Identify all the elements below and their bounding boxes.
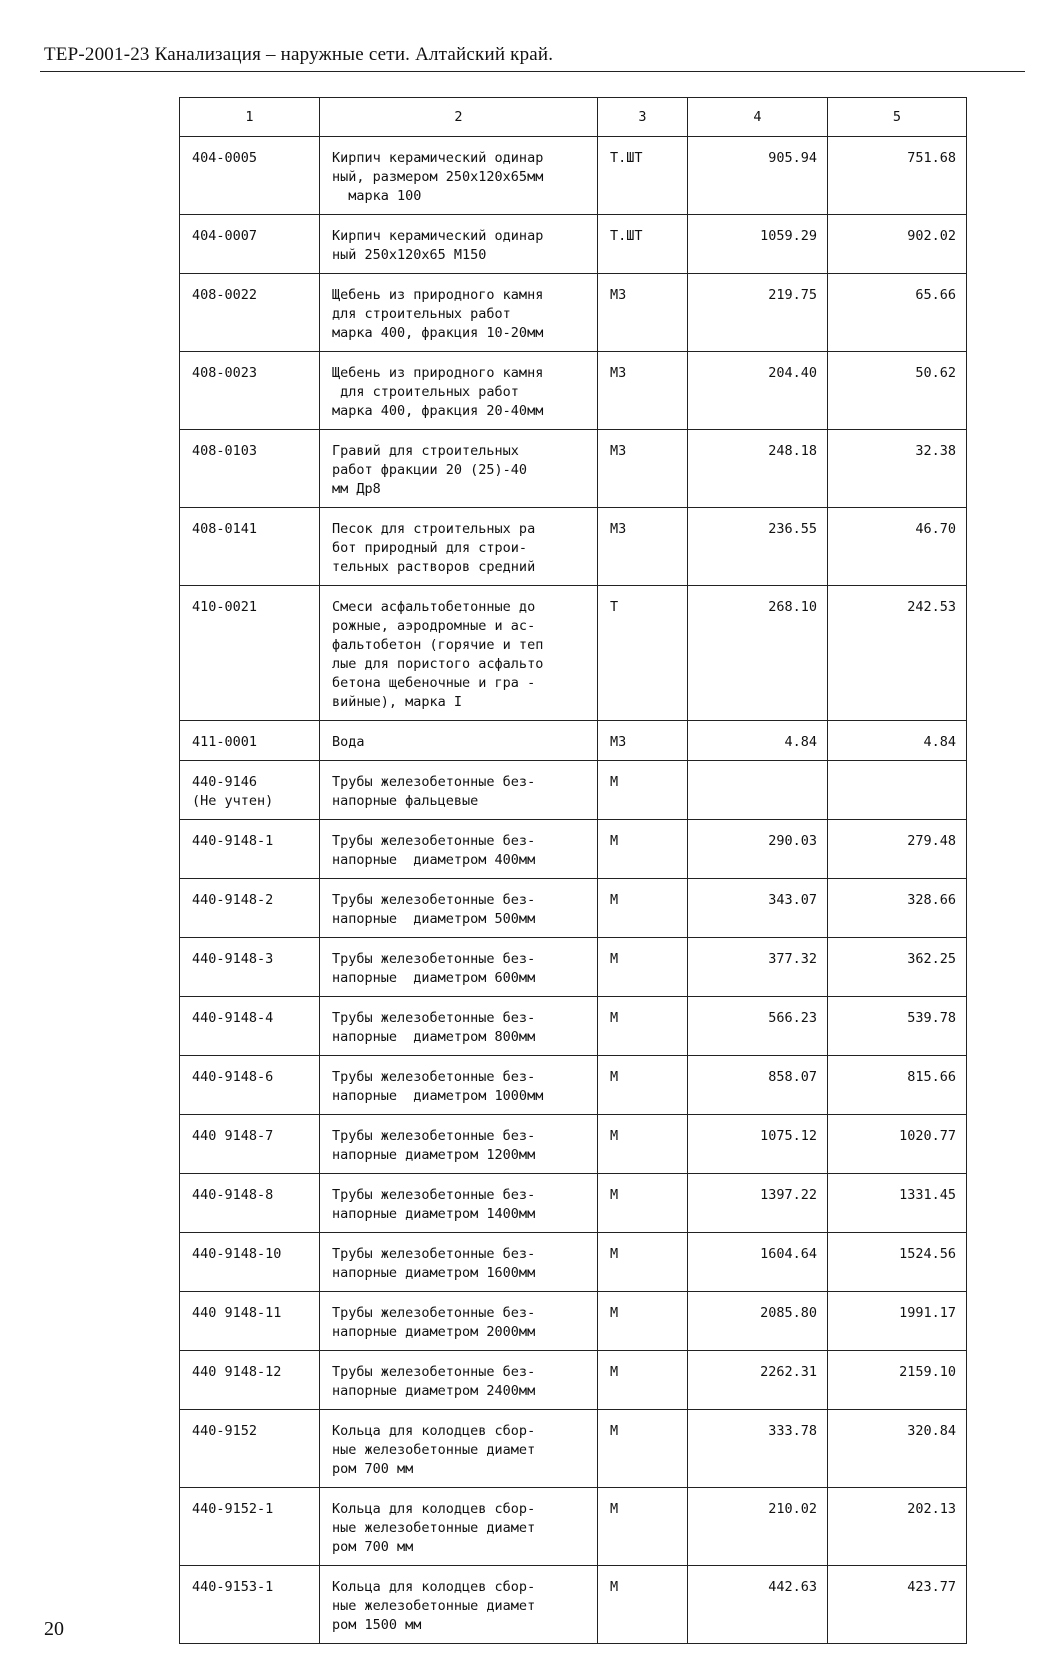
unit-cell: М [598,997,688,1056]
unit-cell: М [598,1410,688,1488]
table-row [180,997,967,1056]
table-row [180,1233,967,1292]
price-cell: 902.02 [828,215,967,274]
material-name-cell: Песок для строительных ра бот природный для строи- тельных растворов средний [320,508,598,586]
price-cell: 4.84 [828,721,967,761]
material-code-cell: 404-0005 [180,137,320,215]
table-row [180,1292,967,1351]
material-name-cell: Кирпич керамический одинар ный 250x120x65 М150 [320,215,598,274]
price-cell: 279.48 [828,820,967,879]
material-code-cell: 440-9153-1 [180,1566,320,1644]
price-cell: 362.25 [828,938,967,997]
unit-cell: М [598,1056,688,1115]
table-row [180,274,967,352]
price-cell: 1604.64 [688,1233,828,1292]
header-row [180,98,967,137]
price-cell: 328.66 [828,879,967,938]
table-row [180,430,967,508]
column-header: 4 [688,98,828,137]
material-code-cell: 440-9148-3 [180,938,320,997]
column-header: 5 [828,98,967,137]
table-row [180,1174,967,1233]
table-row [180,137,967,215]
table-row [180,1115,967,1174]
price-cell: 377.32 [688,938,828,997]
unit-cell: М [598,938,688,997]
column-header: 3 [598,98,688,137]
price-cell: 320.84 [828,1410,967,1488]
price-cell: 242.53 [828,586,967,721]
price-cell: 905.94 [688,137,828,215]
table-row [180,1351,967,1410]
price-cell: 1331.45 [828,1174,967,1233]
unit-cell: Т.ШТ [598,137,688,215]
table-body [180,137,967,1644]
table-row [180,586,967,721]
price-cell: 858.07 [688,1056,828,1115]
material-name-cell: Трубы железобетонные без- напорные фальцевые [320,761,598,820]
price-cell: 1524.56 [828,1233,967,1292]
price-cell: 815.66 [828,1056,967,1115]
unit-cell: М [598,1488,688,1566]
price-cell: 50.62 [828,352,967,430]
material-name-cell: Трубы железобетонные без- напорные диаметром 1000мм [320,1056,598,1115]
table-row [180,1056,967,1115]
price-cell: 204.40 [688,352,828,430]
material-code-cell: 408-0023 [180,352,320,430]
material-name-cell: Трубы железобетонные без- напорные диаметром 500мм [320,879,598,938]
material-code-cell: 440 9148-7 [180,1115,320,1174]
material-name-cell: Кольца для колодцев сбор- ные железобетонные диамет ром 700 мм [320,1410,598,1488]
price-cell: 202.13 [828,1488,967,1566]
column-header: 2 [320,98,598,137]
table-row [180,215,967,274]
price-cell: 1020.77 [828,1115,967,1174]
price-cell: 566.23 [688,997,828,1056]
price-cell: 268.10 [688,586,828,721]
price-cell: 423.77 [828,1566,967,1644]
material-code-cell: 440-9152-1 [180,1488,320,1566]
price-cell: 2159.10 [828,1351,967,1410]
material-name-cell: Трубы железобетонные без- напорные диаметром 400мм [320,820,598,879]
unit-cell: М [598,879,688,938]
material-name-cell: Смеси асфальтобетонные до рожные, аэродромные и ас- фальтобетон (горячие и теп лые для пористого асфальто бетона щебеночные и гра - вийные), марка I [320,586,598,721]
table-row [180,508,967,586]
unit-cell: М [598,1174,688,1233]
price-cell: 236.55 [688,508,828,586]
material-name-cell: Кирпич керамический одинар ный, размером 250x120x65мм марка 100 [320,137,598,215]
price-cell: 1991.17 [828,1292,967,1351]
unit-cell: М [598,1292,688,1351]
table-row [180,721,967,761]
unit-cell: М3 [598,274,688,352]
table-row [180,1566,967,1644]
table-row [180,879,967,938]
material-code-cell: 404-0007 [180,215,320,274]
price-cell [828,761,967,820]
price-cell: 1075.12 [688,1115,828,1174]
material-name-cell: Трубы железобетонные без- напорные диаметром 2400мм [320,1351,598,1410]
material-name-cell: Гравий для строительных работ фракции 20 (25)-40 мм Др8 [320,430,598,508]
table-row [180,820,967,879]
material-name-cell: Кольца для колодцев сбор- ные железобетонные диамет ром 700 мм [320,1488,598,1566]
price-cell: 333.78 [688,1410,828,1488]
table-row [180,1488,967,1566]
price-cell: 1397.22 [688,1174,828,1233]
price-cell: 219.75 [688,274,828,352]
material-code-cell: 440-9148-1 [180,820,320,879]
material-name-cell: Кольца для колодцев сбор- ные железобетонные диамет ром 1500 мм [320,1566,598,1644]
price-cell: 4.84 [688,721,828,761]
material-code-cell: 440-9148-4 [180,997,320,1056]
unit-cell: М [598,1233,688,1292]
material-code-cell: 440-9148-10 [180,1233,320,1292]
page-number: 20 [44,1618,64,1640]
table-row [180,352,967,430]
table-header [180,98,967,137]
material-name-cell: Щебень из природного камня для строительных работ марка 400, фракция 10-20мм [320,274,598,352]
unit-cell: М3 [598,508,688,586]
price-cell: 442.63 [688,1566,828,1644]
material-code-cell: 411-0001 [180,721,320,761]
price-cell: 2085.80 [688,1292,828,1351]
material-name-cell: Трубы железобетонные без- напорные диаметром 2000мм [320,1292,598,1351]
material-name-cell: Трубы железобетонные без- напорные диаметром 600мм [320,938,598,997]
material-name-cell: Трубы железобетонные без- напорные диаметром 1200мм [320,1115,598,1174]
material-code-cell: 440-9148-2 [180,879,320,938]
price-table [179,97,967,1644]
material-code-cell: 440 9148-12 [180,1351,320,1410]
table-row [180,761,967,820]
price-cell: 539.78 [828,997,967,1056]
price-cell: 290.03 [688,820,828,879]
price-cell: 32.38 [828,430,967,508]
material-name-cell: Трубы железобетонные без- напорные диаметром 1400мм [320,1174,598,1233]
price-cell: 343.07 [688,879,828,938]
price-cell: 46.70 [828,508,967,586]
column-header: 1 [180,98,320,137]
material-code-cell: 440-9152 [180,1410,320,1488]
unit-cell: Т.ШТ [598,215,688,274]
material-code-cell: 440-9148-6 [180,1056,320,1115]
material-name-cell: Вода [320,721,598,761]
header-divider [40,71,1025,72]
unit-cell: М3 [598,430,688,508]
unit-cell: Т [598,586,688,721]
material-code-cell: 408-0141 [180,508,320,586]
unit-cell: М [598,1115,688,1174]
unit-cell: М3 [598,721,688,761]
material-code-cell: 440 9148-11 [180,1292,320,1351]
unit-cell: М3 [598,352,688,430]
material-name-cell: Трубы железобетонные без- напорные диаметром 800мм [320,997,598,1056]
material-name-cell: Щебень из природного камня для строительных работ марка 400, фракция 20-40мм [320,352,598,430]
price-cell: 751.68 [828,137,967,215]
price-cell: 1059.29 [688,215,828,274]
price-cell: 248.18 [688,430,828,508]
unit-cell: М [598,761,688,820]
material-code-cell: 440-9148-8 [180,1174,320,1233]
unit-cell: М [598,1566,688,1644]
price-cell: 65.66 [828,274,967,352]
price-cell [688,761,828,820]
price-cell: 210.02 [688,1488,828,1566]
table-row [180,938,967,997]
material-name-cell: Трубы железобетонные без- напорные диаметром 1600мм [320,1233,598,1292]
material-code-cell: 408-0022 [180,274,320,352]
page-header-title: ТЕР-2001-23 Канализация – наружные сети. Алтайский край. [44,44,554,65]
unit-cell: М [598,820,688,879]
unit-cell: М [598,1351,688,1410]
material-code-cell: 410-0021 [180,586,320,721]
price-cell: 2262.31 [688,1351,828,1410]
table-row [180,1410,967,1488]
material-code-cell: 440-9146 (Не учтен) [180,761,320,820]
material-code-cell: 408-0103 [180,430,320,508]
